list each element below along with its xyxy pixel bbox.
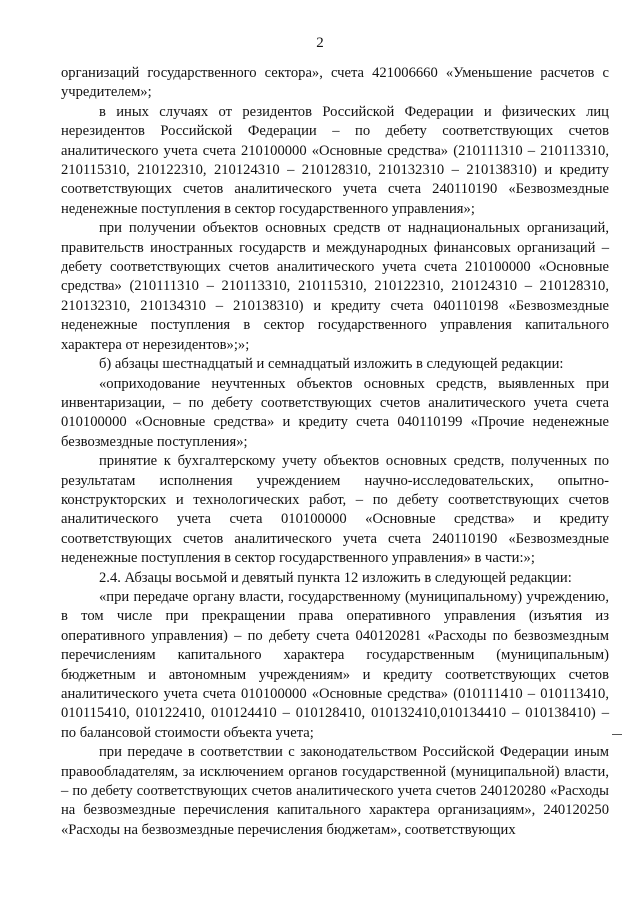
paragraph-inventory: «оприходование неучтенных объектов основных средств, выявленных при инвентаризации, – по дебету соответствующих счетов аналитического учета счета 010100000 «Основные средства» и кредиту счета 040110199 «Прочие неденежные безвозмездные поступления»; [61,375,609,450]
paragraph-transfer-other: при передаче в соответствии с законодательством Российской Федерации иным правообладателям, за исключением органов государственной (муниципальной) власти, – по дебету соответствующих счетов аналитического учета счетов 240120280 «Расходы на безвозмездные перечисления капитального характера организациям», 240120250 «Расходы на безвозмездные перечисления бюджетам», соответствующих [61,744,609,838]
paragraph-continuation: организаций государственного сектора», счета 421006660 «Уменьшение расчетов с учредителем»; [61,65,609,101]
paragraph-transfer-authority: «при передаче органу власти, государственному (муниципальному) учреждению, в том числе при прекращении права оперативного управления (изъятия из оперативного управления) – по дебету счета 040120281 «Расходы по безвозмездным перечислениям капитального характера государственным (муниципальным) бюджетным и автономным учреждениям» и кредиту соответствующих счетов аналитического учета счета 010100000 «Основные средства» (010111410 – 010113410, 010115410, 010122410, 010124410 – 010128410, 010132410,010134410 – 010138410) – по балансовой стоимости объекта учета; [61,588,609,741]
paragraph-supranational: при получении объектов основных средств от наднациональных организаций, правительств иностранных государств и международных финансовых организаций – дебету соответствующих счетов аналитического учета счета 210100000 «Основные средства» (210111310 – 210113310, 210115310, 210122310, 210124310 – 210128310, 210132310, 210134310 – 210138310) и кредиту счета 040110198 «Безвозмездные неденежные поступления в сектор государственного управления капитального характера от нерезидентов»;»; [61,220,609,353]
paragraph-subsection-b: б) абзацы шестнадцатый и семнадцатый изложить в следующей редакции: [99,356,564,373]
page-number: 2 [316,35,324,51]
document-body [61,64,609,840]
paragraph-other-cases: в иных случаях от резидентов Российской Федерации и физических лиц нерезидентов Российской Федерации – по дебету соответствующих счетов аналитического учета счета 210100000 «Основные средства» (210111310 – 210113310, 210115310, 210122310, 210124310 – 210128310, 210132310 – 210138310) и кредиту соответствующих счетов аналитического учета счета 240110190 «Безвозмездные неденежные поступления в сектор государственного управления»; [61,103,609,217]
paragraph-research-results: принятие к бухгалтерскому учету объектов основных средств, полученных по результатам исполнения учреждением научно-исследовательских, опытно-конструкторских и технологических работ, – по дебету соответствующих счетов аналитического учета счета 010100000 «Основные средства» и кредиту соответствующих счетов аналитического учета счета 240110190 «Безвозмездные неденежные поступления в сектор государственного управления» в части:»; [61,453,609,567]
paragraph-clause-2-4: 2.4. Абзацы восьмой и девятый пункта 12 изложить в следующей редакции: [99,569,572,586]
margin-mark [612,734,622,735]
